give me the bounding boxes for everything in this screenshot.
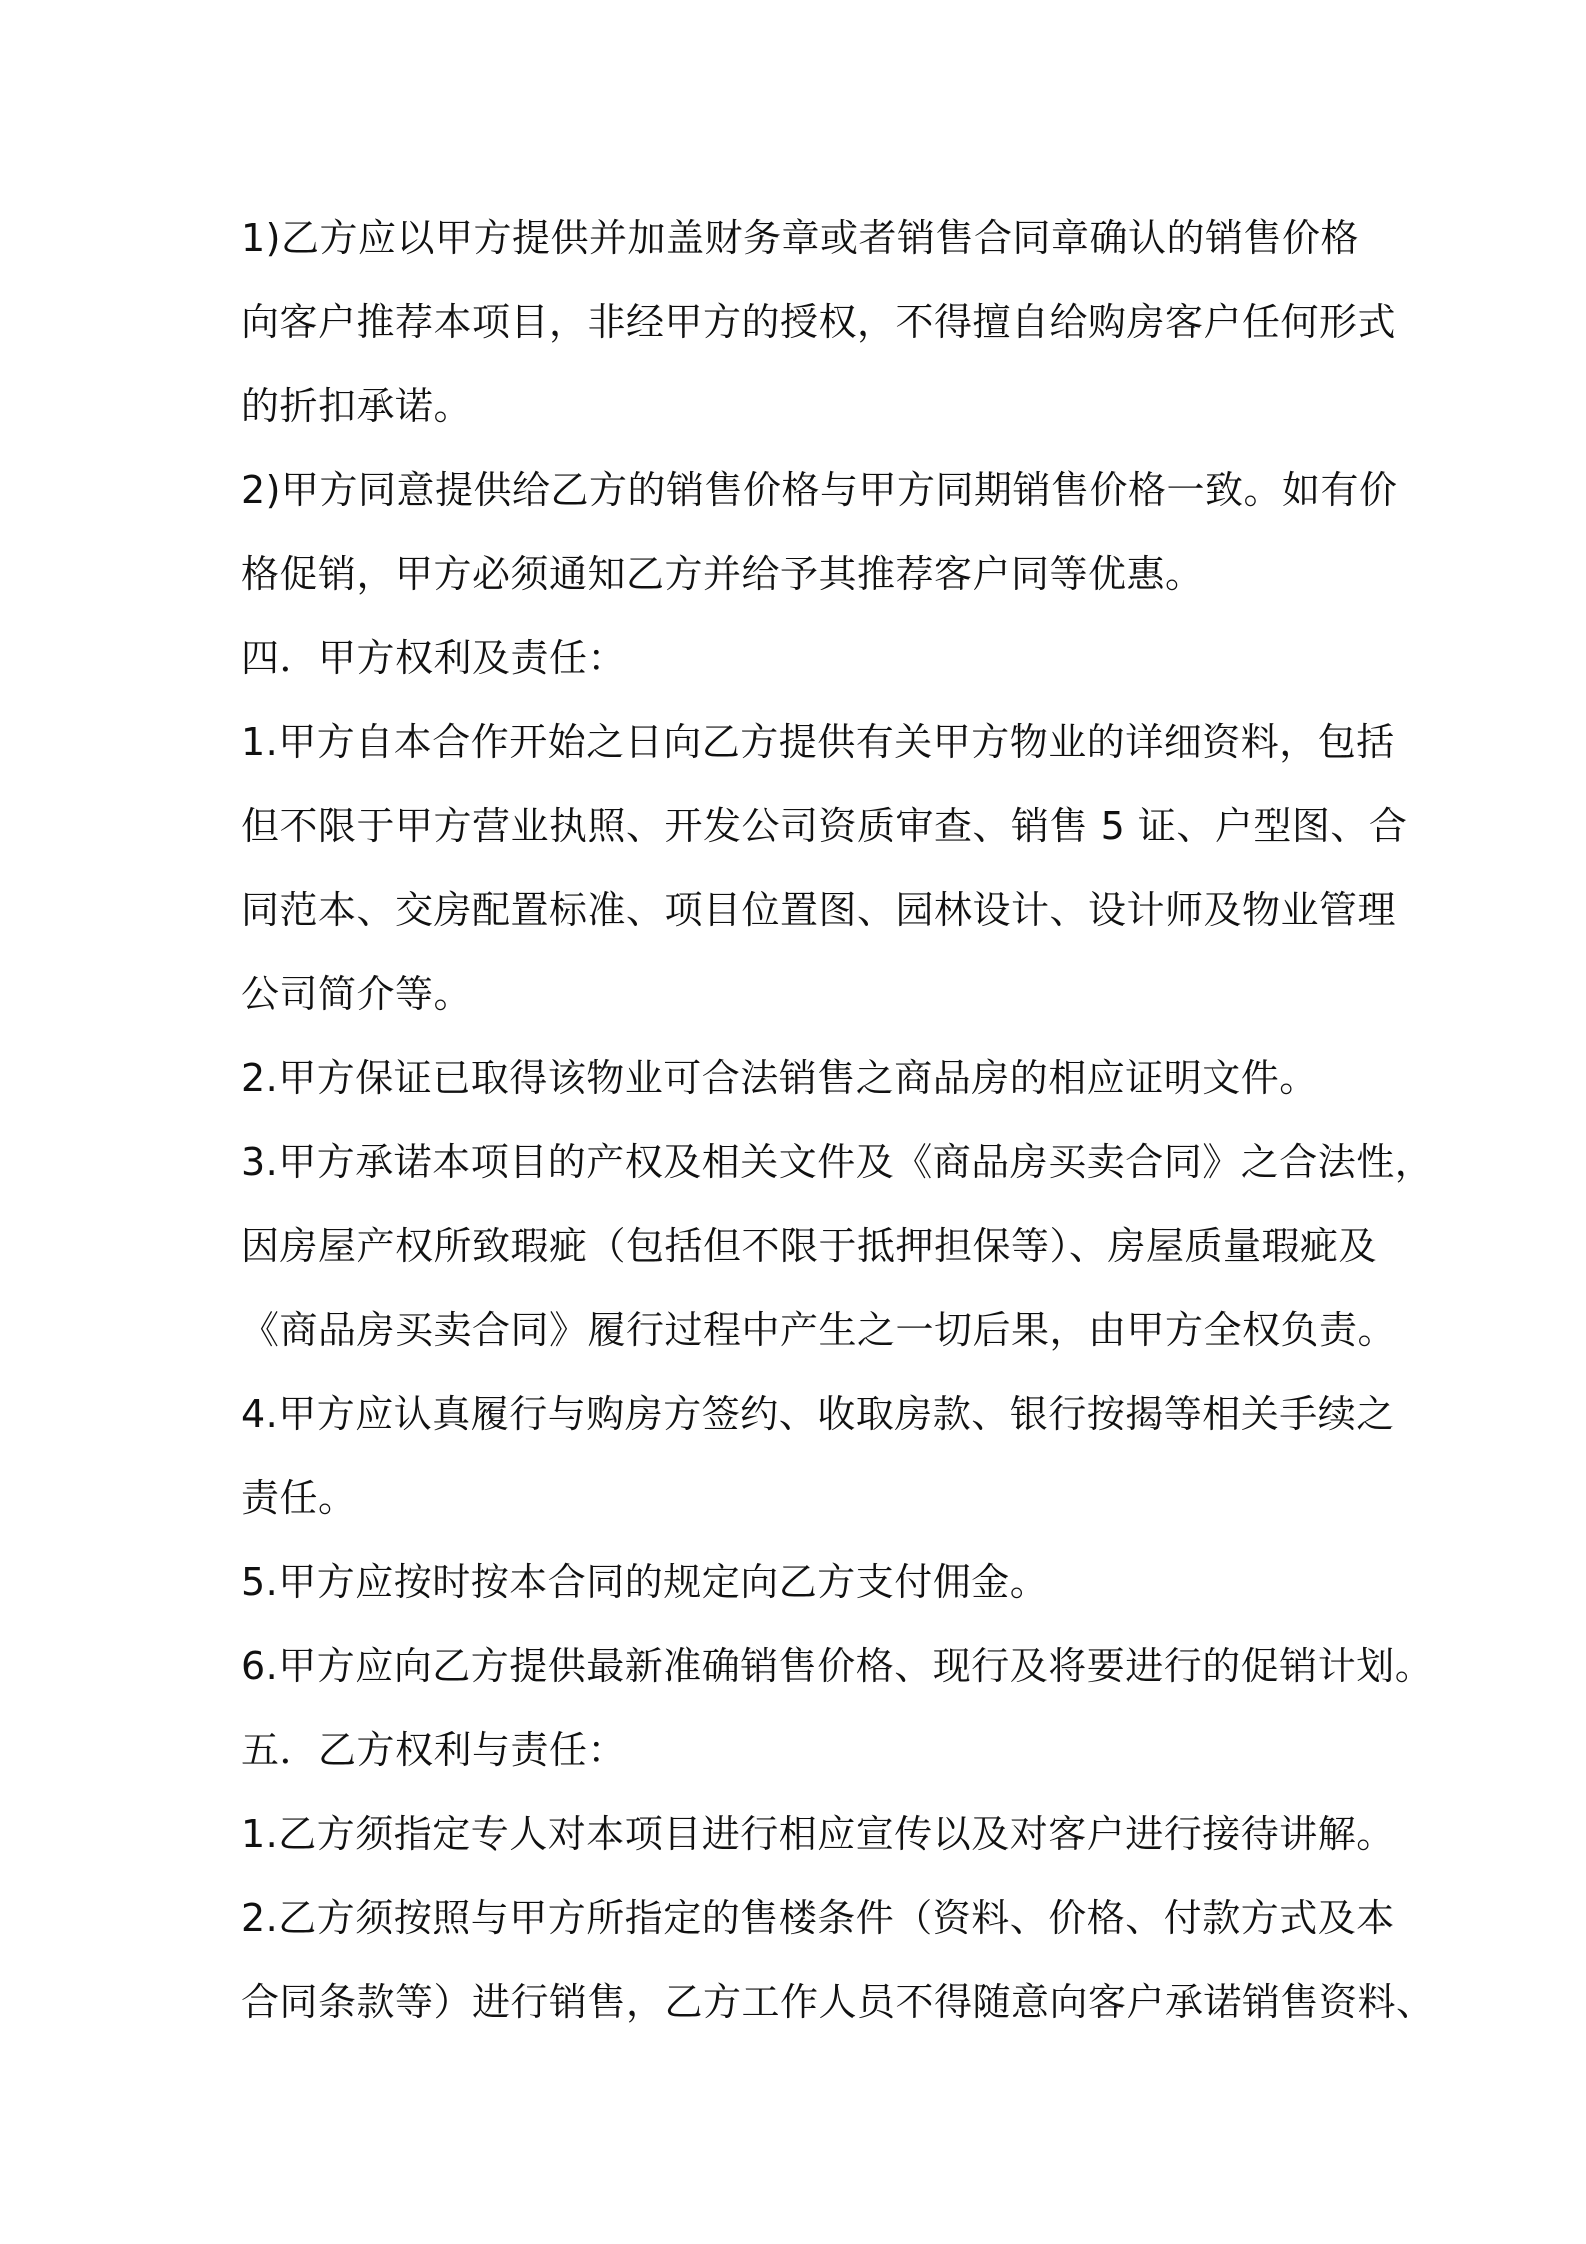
document-body bbox=[241, 196, 1435, 2044]
text-line: 4.甲方应认真履行与购房方签约、收取房款、银行按揭等相关手续之 bbox=[241, 1392, 1395, 1436]
text-line: 责任。 bbox=[241, 1476, 357, 1520]
text-line: 公司简介等。 bbox=[241, 972, 473, 1016]
text-line: 5.甲方应按时按本合同的规定向乙方支付佣金。 bbox=[241, 1560, 1049, 1604]
text-line: 2.甲方保证已取得该物业可合法销售之商品房的相应证明文件。 bbox=[241, 1056, 1318, 1100]
text-line: 合同条款等）进行销售，乙方工作人员不得随意向客户承诺销售资料、 bbox=[241, 1980, 1435, 2024]
text-line: 的折扣承诺。 bbox=[241, 384, 473, 428]
section-heading: 四．甲方权利及责任： bbox=[241, 636, 627, 680]
text-line: 2.乙方须按照与甲方所指定的售楼条件（资料、价格、付款方式及本 bbox=[241, 1896, 1395, 1940]
text-line: 1.甲方自本合作开始之日向乙方提供有关甲方物业的详细资料，包括 bbox=[241, 720, 1395, 764]
section-heading: 五．乙方权利与责任： bbox=[241, 1728, 627, 1772]
text-line: 1.乙方须指定专人对本项目进行相应宣传以及对客户进行接待讲解。 bbox=[241, 1812, 1395, 1856]
text-line: 6.甲方应向乙方提供最新准确销售价格、现行及将要进行的促销计划。 bbox=[241, 1644, 1434, 1688]
text-line: 同范本、交房配置标准、项目位置图、园林设计、设计师及物业管理 bbox=[241, 888, 1397, 932]
text-line: 但不限于甲方营业执照、开发公司资质审查、销售 5 证、户型图、合 bbox=[241, 804, 1408, 848]
text-line: 2)甲方同意提供给乙方的销售价格与甲方同期销售价格一致。如有价 bbox=[241, 468, 1398, 512]
text-line: 因房屋产权所致瑕疵（包括但不限于抵押担保等）、房屋质量瑕疵及 bbox=[241, 1224, 1378, 1268]
text-line: 格促销，甲方必须通知乙方并给予其推荐客户同等优惠。 bbox=[241, 552, 1204, 596]
text-line: 《商品房买卖合同》履行过程中产生之一切后果，由甲方全权负责。 bbox=[241, 1308, 1397, 1352]
text-line: 向客户推荐本项目，非经甲方的授权，不得擅自给购房客户任何形式 bbox=[241, 300, 1397, 344]
text-line: 1)乙方应以甲方提供并加盖财务章或者销售合同章确认的销售价格 bbox=[241, 216, 1360, 260]
text-line: 3.甲方承诺本项目的产权及相关文件及《商品房买卖合同》之合法性， bbox=[241, 1140, 1434, 1184]
